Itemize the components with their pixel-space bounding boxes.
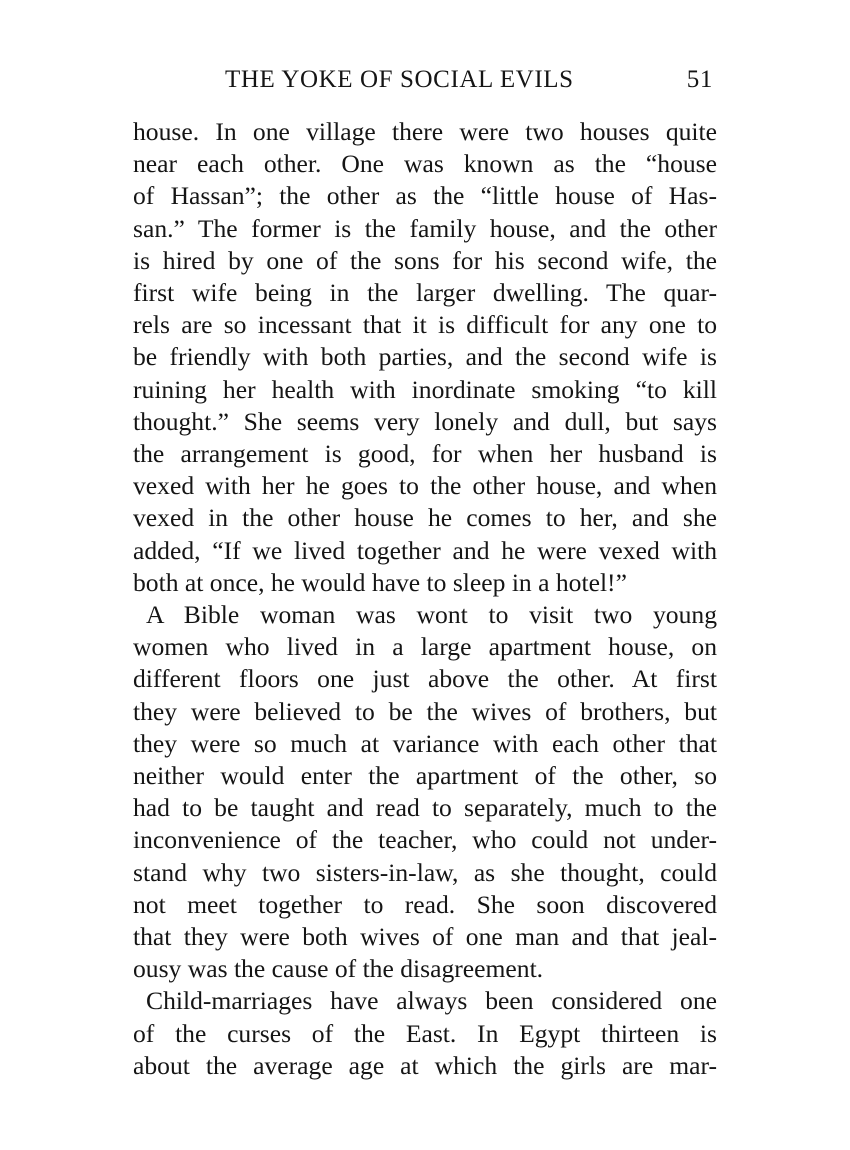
text-line: vexed with her he goes to the other house, and when [133, 471, 717, 501]
text-line: A Bible woman was wont to visit two young [146, 600, 717, 630]
text-line: vexed in the other house he comes to her, and she [133, 503, 717, 533]
text-line: of Hassan”; the other as the “little house of Has- [133, 181, 717, 211]
text-line: near each other. One was known as the “house [133, 149, 717, 179]
text-line: thought.” She seems very lonely and dull, but says [133, 406, 717, 436]
text-line: neither would enter the apartment of the other, so [133, 761, 717, 791]
text-line: first wife being in the larger dwelling. The quar- [133, 278, 717, 308]
text-line: ousy was the cause of the disagreement. [133, 954, 544, 984]
text-line: about the average age at which the girls are mar- [133, 1050, 717, 1080]
body-text [133, 116, 717, 1082]
text-line: stand why two sisters-in-law, as she thought, could [133, 857, 717, 887]
text-line: is hired by one of the sons for his second wife, the [133, 245, 717, 275]
running-head [133, 62, 713, 98]
text-line: san.” The former is the family house, and the other [133, 213, 717, 243]
text-line: Child-marriages have always been considered one [146, 986, 717, 1016]
text-line: the arrangement is good, for when her husband is [133, 439, 717, 469]
text-line: of the curses of the East. In Egypt thirteen is [133, 1018, 717, 1048]
text-line: be friendly with both parties, and the second wife is [133, 342, 717, 372]
running-title: THE YOKE OF SOCIAL EVILS [225, 66, 574, 93]
page-number: 51 [686, 66, 713, 93]
text-line: different floors one just above the other. At first [133, 664, 717, 694]
text-line: house. In one village there were two houses quite [133, 117, 717, 146]
text-line: women who lived in a large apartment house, on [133, 632, 717, 662]
text-line: had to be taught and read to separately, much to the [133, 793, 717, 823]
text-line: rels are so incessant that it is difficult for any one to [133, 310, 717, 340]
text-line: inconvenience of the teacher, who could not under- [133, 825, 717, 855]
text-line: added, “If we lived together and he were vexed with [133, 535, 717, 565]
text-line: they were so much at variance with each other that [133, 728, 717, 758]
text-line: ruining her health with inordinate smoking “to kill [133, 374, 717, 404]
text-line: they were believed to be the wives of brothers, but [133, 696, 717, 726]
text-line: not meet together to read. She soon discovered [133, 889, 717, 919]
text-line: that they were both wives of one man and that jeal- [133, 922, 717, 952]
text-line: both at once, he would have to sleep in a hotel!” [133, 567, 627, 597]
